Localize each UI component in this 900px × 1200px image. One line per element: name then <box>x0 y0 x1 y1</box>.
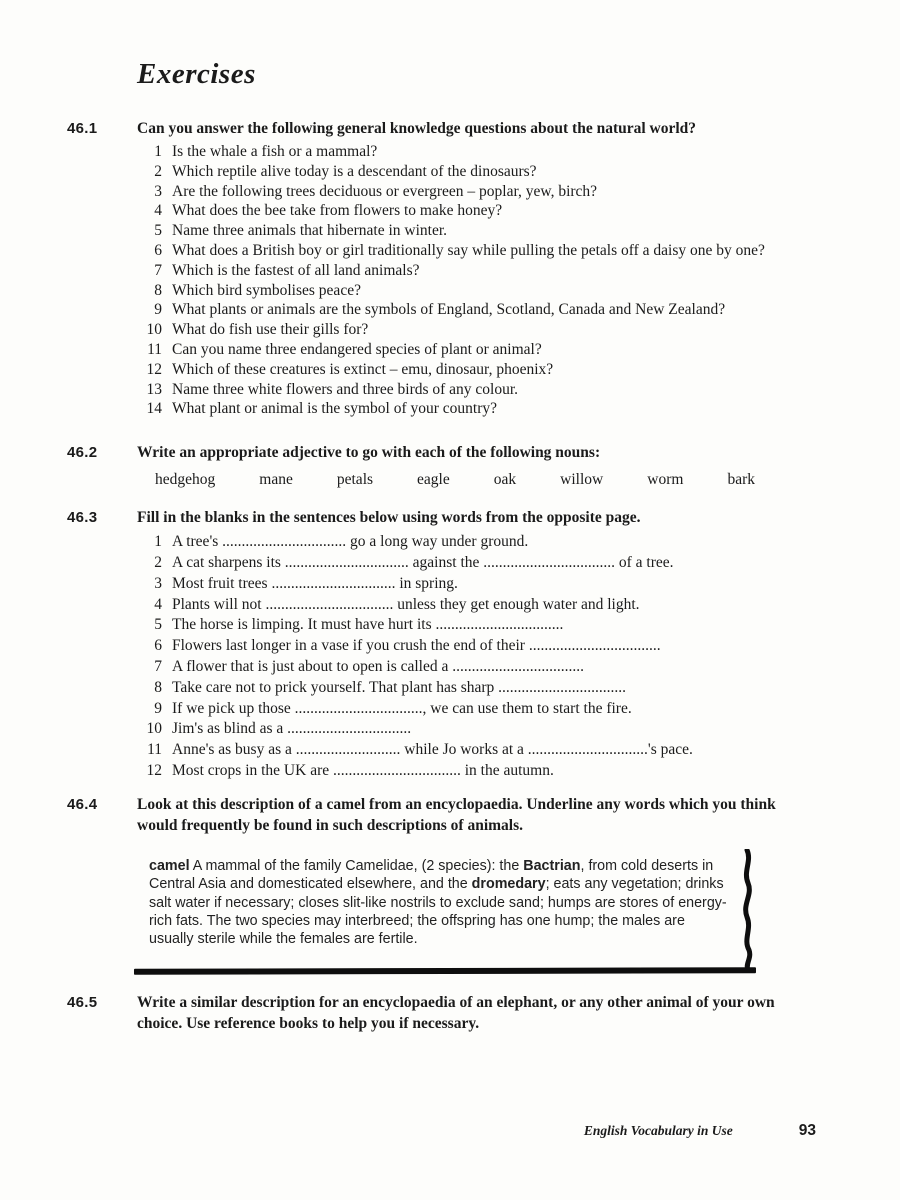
exercise-body <box>137 442 816 489</box>
sentence-item <box>137 657 816 678</box>
question-text: What does the bee take from flowers to make honey? <box>172 202 503 220</box>
question-item <box>137 162 816 182</box>
question-item <box>137 182 816 202</box>
sentence-item <box>137 615 816 636</box>
exercise-body <box>137 992 816 1034</box>
sentence-item <box>137 636 816 657</box>
exercise-46-5 <box>0 992 900 1034</box>
question-number: 5 <box>154 222 162 240</box>
exercise-heading: Fill in the blanks in the sentences below using words from the opposite page. <box>137 509 641 527</box>
question-item <box>137 320 816 340</box>
question-number: 12 <box>146 360 162 378</box>
sentence-text: Take care not to prick yourself. That plant has sharp ................................. <box>172 678 627 696</box>
question-text: Name three animals that hibernate in winter. <box>172 222 448 240</box>
question-text: What plants or animals are the symbols of England, Scotland, Canada and New Zealand? <box>172 301 726 319</box>
question-item <box>137 300 816 320</box>
question-item <box>137 380 816 400</box>
question-text: Which reptile alive today is a descendant of the dinosaurs? <box>172 162 537 180</box>
question-number: 7 <box>154 261 162 279</box>
question-item <box>137 221 816 241</box>
sentence-item <box>137 740 816 761</box>
sentence-item <box>137 719 816 740</box>
exercise-number: 46.5 <box>67 994 98 1012</box>
exercise-46-1 <box>0 118 900 419</box>
question-text: Which of these creatures is extinct – emu, dinosaur, phoenix? <box>172 360 554 378</box>
sentence-text: Anne's as busy as a ........................... while Jo works at a ...............................'s pace. <box>172 741 693 759</box>
noun-word: bark <box>727 471 755 489</box>
question-number: 6 <box>154 241 162 259</box>
page-footer <box>584 1122 816 1140</box>
entry-segment: ; eats any vegetation; drinks salt water if necessary; closes slit-like nostrils to exclude sand; humps are stores of energy-rich fats. The two species may interbreed; the offspring has one hump; the males are usually sterile while the females are fertile. <box>149 876 727 948</box>
sentence-item <box>137 532 816 553</box>
question-item <box>137 142 816 162</box>
entry-segment: dromedary <box>471 876 546 893</box>
exercise-body <box>137 794 816 974</box>
footer-page-number: 93 <box>798 1122 816 1139</box>
sentence-number: 2 <box>154 553 162 571</box>
question-item <box>137 281 816 301</box>
exercise-46-4 <box>0 794 900 974</box>
exercise-heading: Can you answer the following general knowledge questions about the natural world? <box>137 120 697 137</box>
sentence-number: 5 <box>154 616 162 634</box>
sentence-number: 12 <box>146 761 162 779</box>
sentence-list <box>137 532 816 782</box>
exercise-heading: Write an appropriate adjective to go with each of the following nouns: <box>137 444 601 462</box>
sentence-text: Most crops in the UK are ................................. in the autumn. <box>172 761 554 779</box>
noun-word: willow <box>560 471 604 489</box>
question-text: Can you name three endangered species of plant or animal? <box>172 340 542 358</box>
noun-word: oak <box>493 471 517 489</box>
sentence-number: 9 <box>154 699 162 717</box>
question-item <box>137 261 816 281</box>
sentence-item <box>137 553 816 574</box>
sentence-item <box>137 574 816 595</box>
question-number: 11 <box>147 340 162 358</box>
sentence-item <box>137 595 816 616</box>
noun-word: mane <box>259 471 293 489</box>
question-number: 10 <box>146 321 162 339</box>
sentence-text: A cat sharpens its ................................ against the .................................. of a tree. <box>172 553 674 571</box>
question-number: 14 <box>146 400 162 418</box>
encyclopaedia-extract <box>140 852 744 974</box>
sentence-number: 7 <box>154 657 162 675</box>
entry-segment: A mammal of the family Camelidae, (2 species): the <box>189 857 524 874</box>
exercise-number: 46.2 <box>67 444 98 462</box>
entry-segment: , from cold deserts in Central Asia and domesticated elsewhere, and the <box>149 857 714 893</box>
question-text: Name three white flowers and three birds of any colour. <box>172 380 519 398</box>
hand-drawn-bracket-decoration <box>739 849 757 971</box>
noun-word: worm <box>647 471 684 489</box>
question-item <box>137 201 816 221</box>
footer-book-title: English Vocabulary in Use <box>583 1123 733 1138</box>
camel-entry-text <box>140 852 744 954</box>
question-text: Is the whale a fish or a mammal? <box>172 143 378 160</box>
question-text: What does a British boy or girl traditionally say while pulling the petals off a daisy one by one? <box>172 241 765 259</box>
noun-word: petals <box>336 471 374 489</box>
question-number: 9 <box>154 301 162 319</box>
question-item <box>137 241 816 261</box>
exercise-46-3 <box>0 507 900 782</box>
question-number: 3 <box>154 182 162 200</box>
exercise-46-2 <box>0 442 900 489</box>
noun-word: hedgehog <box>155 471 216 489</box>
entry-segment: camel <box>149 857 190 874</box>
exercise-number: 46.1 <box>67 120 98 137</box>
question-number: 4 <box>154 202 162 220</box>
thick-bottom-rule <box>134 967 756 975</box>
sentence-number: 4 <box>154 595 162 613</box>
noun-word: eagle <box>417 471 450 489</box>
question-item <box>137 399 816 419</box>
sentence-number: 3 <box>154 574 162 592</box>
sentence-number: 8 <box>154 678 162 696</box>
question-list <box>137 142 816 419</box>
sentence-item <box>137 761 816 782</box>
exercise-number: 46.4 <box>67 795 98 813</box>
question-text: Which is the fastest of all land animals? <box>172 261 420 279</box>
question-number: 1 <box>154 143 162 160</box>
question-item <box>137 340 816 360</box>
entry-segment: Bactrian <box>523 857 581 874</box>
page-title: Exercises <box>137 58 256 90</box>
sentence-text: If we pick up those ................................., we can use them to start the fire. <box>172 699 632 717</box>
question-text: What do fish use their gills for? <box>172 321 369 339</box>
sentence-item <box>137 699 816 720</box>
question-text: Which bird symbolises peace? <box>172 281 361 299</box>
question-text: Are the following trees deciduous or evergreen – poplar, yew, birch? <box>172 182 598 200</box>
sentence-text: Plants will not ................................. unless they get enough water and light. <box>172 595 640 613</box>
sentence-text: Flowers last longer in a vase if you crush the end of their .................................. <box>172 637 661 655</box>
sentence-text: Jim's as blind as a ................................ <box>172 720 412 738</box>
exercise-body <box>137 118 816 419</box>
exercise-number: 46.3 <box>67 509 98 527</box>
sentence-text: A tree's ................................ go a long way under ground. <box>172 533 529 551</box>
sentence-text: The horse is limping. It must have hurt its ................................. <box>172 616 564 634</box>
question-number: 2 <box>154 162 162 180</box>
sentence-number: 10 <box>146 720 162 738</box>
noun-list <box>137 471 755 489</box>
question-number: 13 <box>146 380 162 398</box>
exercise-body <box>137 507 816 782</box>
question-item <box>137 360 816 380</box>
sentence-number: 6 <box>154 637 162 655</box>
exercise-heading: Look at this description of a camel from an encyclopaedia. Underline any words which you think would frequently be found in such descriptions of animals. <box>137 795 776 834</box>
sentence-text: A flower that is just about to open is called a .................................. <box>172 657 584 675</box>
exercise-heading: Write a similar description for an encyclopaedia of an elephant, or any other animal of your own choice. Use reference books to help you if necessary. <box>137 994 775 1033</box>
sentence-number: 11 <box>147 741 162 759</box>
question-number: 8 <box>154 281 162 299</box>
sentence-text: Most fruit trees ................................ in spring. <box>172 574 458 592</box>
sentence-item <box>137 678 816 699</box>
sentence-number: 1 <box>154 533 162 551</box>
question-text: What plant or animal is the symbol of your country? <box>172 400 497 418</box>
